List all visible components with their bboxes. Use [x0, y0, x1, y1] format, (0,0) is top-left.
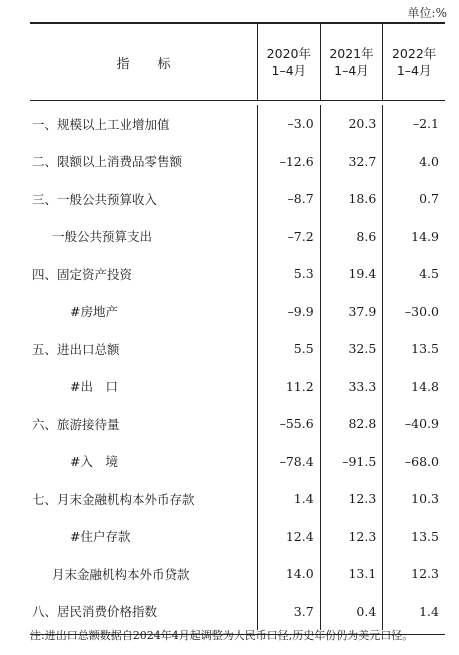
- cell-2021: 32.7: [320, 143, 383, 181]
- cell-2022: 1.4: [382, 593, 445, 631]
- row-label: 四、固定资产投资: [32, 266, 133, 282]
- cell-2022: 4.5: [382, 255, 445, 293]
- cell-2022: –2.1: [382, 105, 445, 143]
- header-year: 2021年: [329, 46, 374, 61]
- cell-2022: 13.5: [382, 330, 445, 368]
- row-label: 一、规模以上工业增加值: [32, 116, 170, 132]
- cell-2021: 82.8: [320, 405, 383, 443]
- cell-2020: 1.4: [257, 480, 320, 518]
- row-label: 月末金融机构本外币贷款: [52, 566, 190, 582]
- cell-2020: 12.4: [257, 518, 320, 556]
- row-label: 六、旅游接待量: [32, 416, 120, 432]
- cell-2022: –40.9: [382, 405, 445, 443]
- table-row: [30, 480, 445, 518]
- cell-2020: 5.3: [257, 255, 320, 293]
- header-period: 1–4月: [396, 63, 432, 78]
- table-row: [30, 293, 445, 331]
- cell-2020: 3.7: [257, 593, 320, 631]
- unit-label: 单位:%: [407, 6, 447, 20]
- table-row: [30, 143, 445, 181]
- table-row: [30, 180, 445, 218]
- table-row: [30, 405, 445, 443]
- row-label: 三、一般公共预算收入: [32, 191, 158, 207]
- row-label: 二、限额以上消费品零售额: [32, 154, 183, 170]
- row-label: 一般公共预算支出: [52, 229, 153, 245]
- table-row: [30, 368, 445, 406]
- header-year: 2020年: [266, 46, 311, 61]
- table-row: [30, 593, 445, 631]
- cell-2020: –55.6: [257, 405, 320, 443]
- cell-2022: 10.3: [382, 480, 445, 518]
- cell-2021: 12.3: [320, 518, 383, 556]
- row-label: #住户存款: [70, 529, 131, 545]
- cell-2021: 8.6: [320, 218, 383, 256]
- cell-2021: 37.9: [320, 293, 383, 331]
- table-row: [30, 255, 445, 293]
- table-row: [30, 518, 445, 556]
- cell-2020: 14.0: [257, 555, 320, 593]
- cell-2020: –9.9: [257, 293, 320, 331]
- cell-2021: 0.4: [320, 593, 383, 631]
- table-row: [30, 330, 445, 368]
- cell-2020: –8.7: [257, 180, 320, 218]
- header-year: 2022年: [391, 46, 437, 61]
- cell-2022: 14.9: [382, 218, 445, 256]
- row-label: #房地产: [70, 304, 118, 320]
- row-label: 五、进出口总额: [32, 341, 120, 357]
- cell-2020: 11.2: [257, 368, 320, 406]
- cell-2020: –12.6: [257, 143, 320, 181]
- cell-2022: 12.3: [382, 555, 445, 593]
- table-row: [30, 555, 445, 593]
- cell-2020: –78.4: [257, 443, 320, 481]
- cell-2022: –68.0: [382, 443, 445, 481]
- header-col-2020: [257, 24, 320, 100]
- row-label: 八、居民消费价格指数: [32, 604, 158, 620]
- header-col-2021: [320, 24, 383, 100]
- cell-2022: –30.0: [382, 293, 445, 331]
- cell-2021: 12.3: [320, 480, 383, 518]
- cell-2021: –91.5: [320, 443, 383, 481]
- cell-2020: 5.5: [257, 330, 320, 368]
- table-row: [30, 443, 445, 481]
- header-indicator: 指标: [116, 56, 199, 72]
- cell-2021: 33.3: [320, 368, 383, 406]
- cell-2020: –3.0: [257, 105, 320, 143]
- cell-2021: 19.4: [320, 255, 383, 293]
- row-label: #入 境: [70, 454, 118, 470]
- cell-2022: 4.0: [382, 143, 445, 181]
- header-col-2022: [382, 24, 445, 100]
- table-body: [30, 101, 445, 634]
- table-row: [30, 218, 445, 256]
- header-period: 1–4月: [271, 63, 307, 78]
- footnote: 注:进出口总额数据自2024年4月起调整为人民币口径,历史年份仍为美元口径。: [30, 629, 414, 642]
- cell-2020: –7.2: [257, 218, 320, 256]
- cell-2022: 14.8: [382, 368, 445, 406]
- table-header: [30, 24, 445, 101]
- cell-2022: 13.5: [382, 518, 445, 556]
- cell-2021: 20.3: [320, 105, 383, 143]
- table-row: [30, 105, 445, 143]
- header-period: 1–4月: [334, 63, 369, 78]
- cell-2022: 0.7: [382, 180, 445, 218]
- statistics-table: [30, 22, 445, 635]
- cell-2021: 18.6: [320, 180, 383, 218]
- row-label: 七、月末金融机构本外币存款: [32, 491, 195, 507]
- row-label: #出 口: [70, 379, 118, 395]
- cell-2021: 32.5: [320, 330, 383, 368]
- cell-2021: 13.1: [320, 555, 383, 593]
